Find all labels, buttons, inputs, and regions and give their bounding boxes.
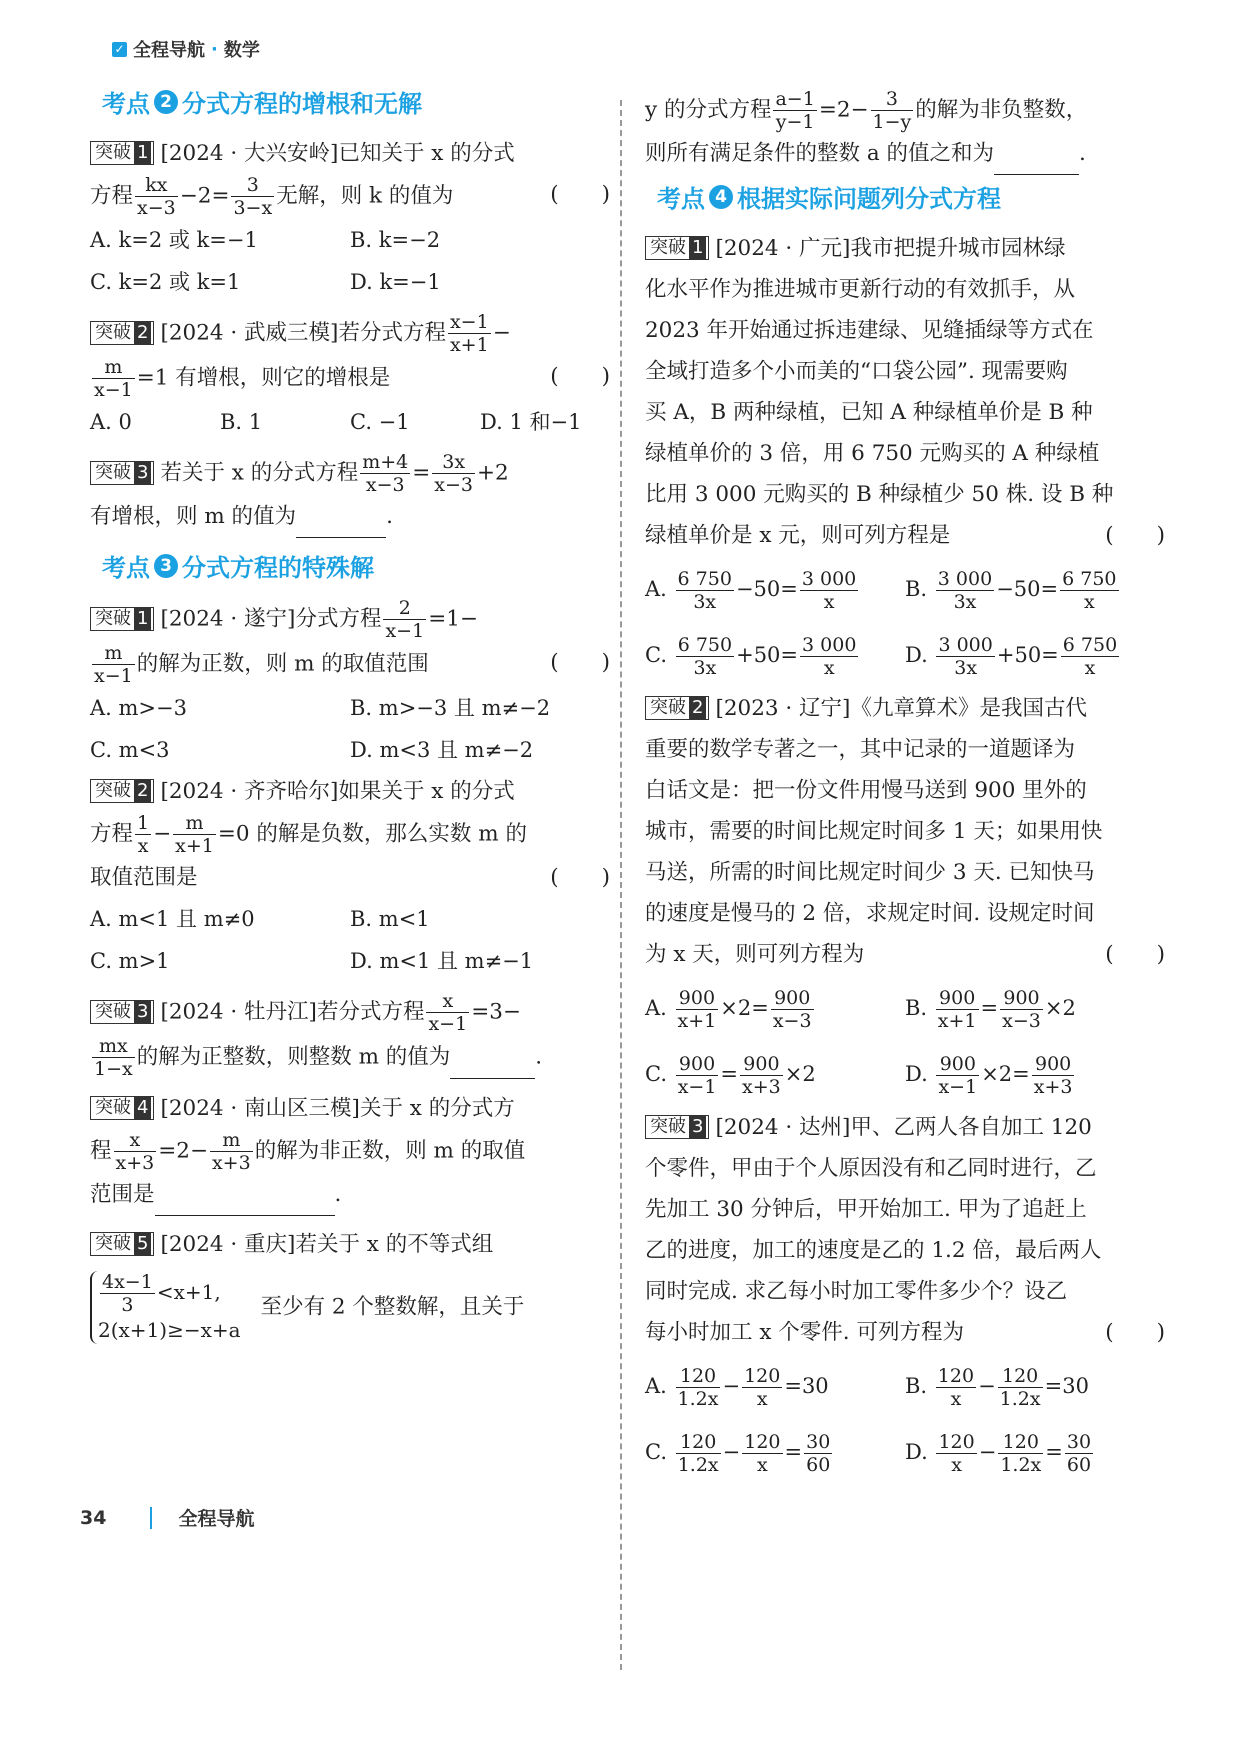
question-tag: 突破 2 xyxy=(90,779,154,803)
section-4-title: 考点 4 根据实际问题列分式方程 xyxy=(657,185,1001,213)
question-tag: 突破 1 xyxy=(90,607,154,631)
header-subject: 数学 xyxy=(223,40,260,61)
answer-paren: ( ) xyxy=(550,182,610,207)
option-c: C. $\frac{6 750}{3x}$ +50= $\frac{3 000}{x}$ xyxy=(645,634,857,679)
option-b: B. k=−2 xyxy=(350,228,441,252)
footer-divider xyxy=(150,1507,152,1529)
options xyxy=(645,1353,1165,1485)
option-d: D. k=−1 xyxy=(350,270,441,294)
option-d: D. $\frac{3 000}{3x}$ +50= $\frac{6 750}{x}$ xyxy=(905,634,1118,679)
options xyxy=(90,687,610,771)
option-a: A. $\frac{120}{1.2x}$ − $\frac{120}{x}$ =30 xyxy=(645,1365,829,1410)
option-b: B. $\frac{120}{x}$ − $\frac{120}{1.2x}$ =30 xyxy=(905,1365,1089,1410)
question-tag: 突破 2 xyxy=(90,321,154,345)
fraction: $\frac{m}{x-1}$ xyxy=(94,356,133,401)
question-tag: 突破 2 xyxy=(645,696,709,720)
fraction: $\frac{x}{x-1}$ xyxy=(428,990,468,1035)
fraction: $\frac{3x}{x-3}$ xyxy=(434,451,474,496)
option-b: B. m<1 xyxy=(350,907,430,931)
option-d: D. $\frac{120}{x}$ − $\frac{120}{1.2x}$ = $\frac{30}{60}$ xyxy=(905,1431,1092,1476)
fraction: $\frac{m}{x+3}$ xyxy=(211,1129,251,1174)
fraction: $\frac{3}{1-y}$ xyxy=(872,88,912,133)
answer-paren: ( ) xyxy=(1105,1320,1165,1345)
options xyxy=(645,556,1165,688)
options xyxy=(90,898,610,982)
option-c: C. m>1 xyxy=(90,949,170,973)
option-d: D. $\frac{900}{x-1}$ ×2= $\frac{900}{x+3}$ xyxy=(905,1053,1073,1098)
fraction: $\frac{kx}{x-3}$ xyxy=(137,174,176,219)
option-d: D. m<3 且 m≠−2 xyxy=(350,738,534,762)
section-2-title: 考点 2 分式方程的增根和无解 xyxy=(102,90,422,118)
question-s4-3: 突破 3 [2024 · 达州]甲、乙两人各自加工 120 个零件，甲由于个人原因没有和乙同时进行，乙 先加工 30 分钟后，甲开始加工. 甲为了追赶上 乙的进度，加工的速度是乙的 1.2 倍，最后两人 同时完成. 求乙每小时加工零件多少个？设乙 每小时加工 x 个零件. 可列方程为 ( ) A. $\frac{120}{1.2x}$ − $\frac{120}{x}$ =30 B. $\frac{120}{x}$ − $\frac{120}{1.2x}$ =30 C. $\frac{120}{1.2x}$ − $\frac{120}{x}$ = $\frac{30}{60}$ D. $\frac{120}{x}$ − $\frac{120}{1.2x}$ = $\frac{30}{60}$ xyxy=(645,1107,1165,1485)
option-a: A. k=2 或 k=−1 xyxy=(90,228,258,252)
question-tag: 突破 3 xyxy=(645,1115,709,1139)
question-tag: 突破 1 xyxy=(90,141,154,165)
answer-blank[interactable] xyxy=(450,1037,535,1079)
left-column xyxy=(90,80,610,1344)
page-footer xyxy=(80,1504,254,1531)
option-a: A. 0 xyxy=(90,410,132,434)
answer-blank[interactable] xyxy=(296,496,386,538)
options xyxy=(645,975,1165,1107)
question-s3-2: 突破 2 [2024 · 齐齐哈尔]如果关于 x 的分式 方程 $\frac{1}{x}$ − $\frac{m}{x+1}$ =0 的解是负数，那么实数 m 的 取值范围是 ( ) A. m<1 且 m≠0 B. m<1 C. m>1 D. m<1 且 m≠−1 xyxy=(90,771,610,982)
option-c: C. −1 xyxy=(350,410,410,434)
question-s2-3: 突破 3 若关于 x 的分式方程 $\frac{m+4}{x-3}$ = $\frac{3x}{x-3}$ +2 有增根，则 m 的值为 . xyxy=(90,451,610,538)
answer-paren: ( ) xyxy=(550,650,610,675)
answer-paren: ( ) xyxy=(550,865,610,890)
options xyxy=(90,219,610,303)
question-s3-3: 突破 3 [2024 · 牡丹江]若分式方程 $\frac{x}{x-1}$ =3− $\frac{mx}{1-x}$ 的解为正整数，则整数 m 的值为 . xyxy=(90,990,610,1080)
option-d: D. 1 和−1 xyxy=(480,410,582,434)
option-b: B. $\frac{3 000}{3x}$ −50= $\frac{6 750}{x}$ xyxy=(905,568,1117,613)
option-a: A. m>−3 xyxy=(90,696,187,720)
fraction: $\frac{4x-1}{3}$ xyxy=(102,1271,153,1316)
fraction: $\frac{x-1}{x+1}$ xyxy=(449,311,489,356)
question-s2-1: 突破 1 [2024 · 大兴安岭]已知关于 x 的分式 方程 $\frac{kx}{x-3}$ −2= $\frac{3}{3-x}$ 无解，则 k 的值为 ( ) A. k=2 或 k=−1 B. k=−2 C. k=2 或 k=1 D. k=−1 xyxy=(90,133,610,303)
question-tag: 突破 4 xyxy=(90,1096,154,1120)
fraction: $\frac{mx}{1-x}$ xyxy=(94,1035,133,1080)
option-b: B. m>−3 且 m≠−2 xyxy=(350,696,551,720)
answer-paren: ( ) xyxy=(550,364,610,389)
option-c: C. k=2 或 k=1 xyxy=(90,270,241,294)
fraction: $\frac{2}{x-1}$ xyxy=(385,597,425,642)
fraction: $\frac{m}{x+1}$ xyxy=(175,812,214,857)
answer-paren: ( ) xyxy=(1105,523,1165,548)
fraction: $\frac{m+4}{x-3}$ xyxy=(362,451,409,496)
question-tag: 突破 5 xyxy=(90,1232,154,1256)
inequality-system: $\frac{4x-1}{3}$ <x+1, 2(x+1)≥−x+a xyxy=(90,1271,241,1344)
option-a: A. m<1 且 m≠0 xyxy=(90,907,255,931)
header-book: 全程导航 xyxy=(133,40,205,61)
option-a: A. $\frac{6 750}{3x}$ −50= $\frac{3 000}{x}$ xyxy=(645,568,857,613)
fraction: $\frac{x}{x+3}$ xyxy=(115,1129,155,1174)
option-b: B. $\frac{900}{x+1}$ = $\frac{900}{x-3}$ ×2 xyxy=(905,987,1076,1032)
question-tag: 突破 1 xyxy=(645,236,709,260)
fraction: $\frac{a-1}{y-1}$ xyxy=(775,88,815,133)
section-number: 2 xyxy=(154,90,178,114)
option-a: A. $\frac{900}{x+1}$ ×2= $\frac{900}{x-3}$ xyxy=(645,987,812,1032)
section-3-title: 考点 3 分式方程的特殊解 xyxy=(102,554,374,582)
answer-blank[interactable] xyxy=(155,1174,335,1216)
column-divider xyxy=(620,100,622,1670)
question-s3-4: 突破 4 [2024 · 南山区三模]关于 x 的分式方 程 $\frac{x}{x+3}$ =2− $\frac{m}{x+3}$ 的解为非正数，则 m 的取值 范围是 . xyxy=(90,1088,610,1216)
question-s3-5: 突破 5 [2024 · 重庆]若关于 x 的不等式组 $\frac{4x-1}{3}$ <x+1, 2(x+1)≥−x+a 至少有 2 个整数解，且关于 xyxy=(90,1224,610,1344)
page-number: 34 xyxy=(80,1506,107,1529)
question-tag: 突破 3 xyxy=(90,1000,154,1024)
option-c: C. $\frac{900}{x-1}$ = $\frac{900}{x+3}$ ×2 xyxy=(645,1053,816,1098)
question-s3-1: 突破 1 [2024 · 遂宁]分式方程 $\frac{2}{x-1}$ =1− $\frac{m}{x-1}$ 的解为正数，则 m 的取值范围 ( ) A. m>−3 B. m>−3 且 m≠−2 C. m<3 D. m<3 且 m≠−2 xyxy=(90,597,610,771)
question-s2-2: 突破 2 [2024 · 武威三模]若分式方程 $\frac{x-1}{x+1}$ − $\frac{m}{x-1}$ =1 有增根，则它的增根是 ( ) A. 0 B. 1 C. −1 D. 1 和−1 xyxy=(90,311,610,443)
fraction: $\frac{1}{x}$ xyxy=(137,812,150,857)
option-d: D. m<1 且 m≠−1 xyxy=(350,949,534,973)
options xyxy=(90,401,610,443)
question-s4-2: 突破 2 [2023 · 辽宁]《九章算术》是我国古代 重要的数学专著之一，其中记录的一道题译为 白话文是：把一份文件用慢马送到 900 里外的 城市，需要的时间比规定时间多 1 天；如果用快 马送，所需的时间比规定时间少 3 天. 已知快马 的速度是慢马的 2 倍，求规定时间. 设规定时间 为 x 天，则可列方程为 ( ) A. $\frac{900}{x+1}$ ×2= $\frac{900}{x-3}$ B. $\frac{900}{x+1}$ = $\frac{900}{x-3}$ ×2 C. $\frac{900}{x-1}$ = $\frac{900}{x+3}$ ×2 D. $\frac{900}{x-1}$ ×2= $\frac{900}{x+3}$ xyxy=(645,688,1165,1107)
question-s4-1: 突破 1 [2024 · 广元]我市把提升城市园林绿 化水平作为推进城市更新行动的有效抓手，从 2023 年开始通过拆违建绿、见缝插绿等方式在 全域打造多个小而美的“口袋公园”. 现需要购 买 A，B 两种绿植，已知 A 种绿植单价是 B 种 绿植单价的 3 倍，用 6 750 元购买的 A 种绿植 比用 3 000 元购买的 B 种绿植少 50 株. 设 B 种 绿植单价是 x 元，则可列方程是 ( ) A. $\frac{6 750}{3x}$ −50= $\frac{3 000}{x}$ B. $\frac{3 000}{3x}$ −50= $\frac{6 750}{x}$ C. $\frac{6 750}{3x}$ +50= $\frac{3 000}{x}$ D. $\frac{3 000}{3x}$ +50= $\frac{6 750}{x}$ xyxy=(645,228,1165,688)
section-number: 3 xyxy=(154,554,178,578)
answer-blank[interactable] xyxy=(994,133,1079,175)
fraction: $\frac{3}{3-x}$ xyxy=(233,174,273,219)
answer-paren: ( ) xyxy=(1105,942,1165,967)
header-sep: · xyxy=(211,38,218,60)
option-c: C. $\frac{120}{1.2x}$ − $\frac{120}{x}$ = $\frac{30}{60}$ xyxy=(645,1431,831,1476)
question-s3-5-continued: y 的分式方程 $\frac{a-1}{y-1}$ =2− $\frac{3}{1-y}$ 的解为非负整数， 则所有满足条件的整数 a 的值之和为 . xyxy=(645,88,1165,175)
option-c: C. m<3 xyxy=(90,738,170,762)
question-tag: 突破 3 xyxy=(90,461,154,485)
footer-book: 全程导航 xyxy=(178,1508,255,1530)
fraction: $\frac{m}{x-1}$ xyxy=(94,642,133,687)
page-header xyxy=(112,36,260,62)
checkbox-icon: ✓ xyxy=(112,42,127,57)
section-number: 4 xyxy=(709,185,733,209)
option-b: B. 1 xyxy=(220,410,263,434)
right-column xyxy=(645,80,1165,1485)
